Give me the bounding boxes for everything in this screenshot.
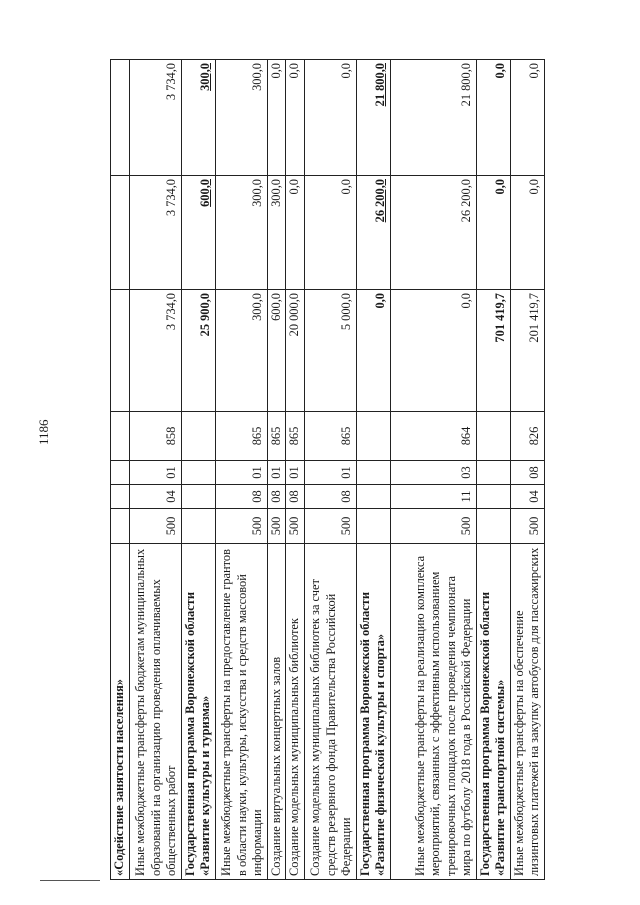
value-2021 — [111, 60, 130, 176]
program-code — [476, 412, 510, 461]
program-code: 865 — [215, 412, 267, 461]
table-row — [304, 60, 356, 880]
program-code: 865 — [267, 412, 286, 461]
ministry-code: 500 — [286, 509, 305, 544]
program-code — [111, 412, 130, 461]
value-2019: 600,0 — [267, 290, 286, 412]
value-2020: 0,0 — [304, 176, 356, 290]
section-code: 04 — [129, 485, 181, 509]
value-2021: 300,0 — [215, 60, 267, 176]
value-2021: 0,0 — [267, 60, 286, 176]
section-code: 08 — [304, 485, 356, 509]
row-name: Иные межбюджетные трансферты бюджетам муниципальных образований на организацию проведения оплачиваемых общественных работ — [129, 544, 181, 880]
subsection-code: 03 — [390, 461, 476, 485]
rotated-table-wrapper — [110, 60, 610, 880]
subsection-code — [111, 461, 130, 485]
subsection-code: 01 — [286, 461, 305, 485]
ministry-code — [356, 509, 390, 544]
value-2019: 701 419,7 — [476, 290, 510, 412]
program-code: 826 — [510, 412, 544, 461]
ministry-code: 500 — [304, 509, 356, 544]
section-code — [476, 485, 510, 509]
subsection-code — [356, 461, 390, 485]
value-2019: 25 900,0 — [181, 290, 215, 412]
value-2021: 3 734,0 — [129, 60, 181, 176]
section-code: 08 — [215, 485, 267, 509]
ministry-code: 500 — [267, 509, 286, 544]
program-header-row — [111, 60, 130, 880]
program-header-row — [356, 60, 390, 880]
value-2019: 3 734,0 — [129, 290, 181, 412]
section-code — [181, 485, 215, 509]
value-2021: 0,0 — [510, 60, 544, 176]
row-name: Создание модельных муниципальных библиотек — [286, 544, 305, 880]
value-2019 — [111, 290, 130, 412]
row-name: «Содействие занятости населения» — [111, 544, 130, 880]
budget-table — [110, 59, 545, 880]
row-name: Иные межбюджетные трансферты на обеспечение лизинговых платежей на закупку автобусов для пассажирских — [510, 544, 544, 880]
ministry-code — [181, 509, 215, 544]
value-2020: 0,0 — [510, 176, 544, 290]
subsection-code: 01 — [267, 461, 286, 485]
ministry-code: 500 — [129, 509, 181, 544]
row-name: Иные межбюджетные трансферты на реализацию комплекса мероприятий, связанных с эффективным использованием тренировочных площадок после проведения чемпионата мира по футболу 2018 года в Российской Федерации — [390, 544, 476, 880]
row-name: Государственная программа Воронежской области «Развитие культуры и туризма» — [181, 544, 215, 880]
subsection-code — [476, 461, 510, 485]
section-code — [356, 485, 390, 509]
value-2019: 20 000,0 — [286, 290, 305, 412]
value-2020: 600,0 — [181, 176, 215, 290]
subsection-code: 08 — [510, 461, 544, 485]
subsection-code — [181, 461, 215, 485]
value-2021: 0,0 — [476, 60, 510, 176]
row-name: Государственная программа Воронежской области «Развитие транспортной системы» — [476, 544, 510, 880]
table-row — [510, 60, 544, 880]
value-2020 — [111, 176, 130, 290]
row-name: Создание модельных муниципальных библиотек за счет средств резервного фонда Правительства Российской Федерации — [304, 544, 356, 880]
value-2020: 300,0 — [267, 176, 286, 290]
budget-table-body — [111, 60, 545, 880]
row-name: Государственная программа Воронежской области «Развитие физической культуры и спорта» — [356, 544, 390, 880]
value-2021: 0,0 — [286, 60, 305, 176]
program-code: 865 — [286, 412, 305, 461]
ministry-code: 500 — [510, 509, 544, 544]
value-2021: 21 800,0 — [356, 60, 390, 176]
section-code: 11 — [390, 485, 476, 509]
subsection-code: 01 — [129, 461, 181, 485]
value-2020: 0,0 — [286, 176, 305, 290]
section-code — [111, 485, 130, 509]
program-code: 865 — [304, 412, 356, 461]
ministry-code: 500 — [215, 509, 267, 544]
value-2019: 5 000,0 — [304, 290, 356, 412]
value-2019: 0,0 — [356, 290, 390, 412]
table-row — [286, 60, 305, 880]
program-header-row — [181, 60, 215, 880]
page-number: 1186 — [36, 419, 51, 445]
value-2019: 300,0 — [215, 290, 267, 412]
section-code: 08 — [267, 485, 286, 509]
table-row — [390, 60, 476, 880]
program-code — [356, 412, 390, 461]
row-name: Иные межбюджетные трансферты на предоставление грантов в области науки, культуры, искусства и средств массовой информации — [215, 544, 267, 880]
program-code: 858 — [129, 412, 181, 461]
program-header-row — [476, 60, 510, 880]
value-2019: 201 419,7 — [510, 290, 544, 412]
subsection-code: 01 — [215, 461, 267, 485]
subsection-code: 01 — [304, 461, 356, 485]
value-2019: 0,0 — [390, 290, 476, 412]
value-2020: 26 200,0 — [356, 176, 390, 290]
value-2020: 26 200,0 — [390, 176, 476, 290]
row-name: Создание виртуальных концертных залов — [267, 544, 286, 880]
value-2020: 3 734,0 — [129, 176, 181, 290]
value-2020: 0,0 — [476, 176, 510, 290]
ministry-code: 500 — [390, 509, 476, 544]
program-code — [181, 412, 215, 461]
section-code: 04 — [510, 485, 544, 509]
table-row — [267, 60, 286, 880]
program-code: 864 — [390, 412, 476, 461]
value-2021: 21 800,0 — [390, 60, 476, 176]
ministry-code — [111, 509, 130, 544]
value-2020: 300,0 — [215, 176, 267, 290]
table-row — [215, 60, 267, 880]
ministry-code — [476, 509, 510, 544]
section-code: 08 — [286, 485, 305, 509]
value-2021: 300,0 — [181, 60, 215, 176]
scan-mark — [40, 880, 100, 881]
table-row — [129, 60, 181, 880]
value-2021: 0,0 — [304, 60, 356, 176]
